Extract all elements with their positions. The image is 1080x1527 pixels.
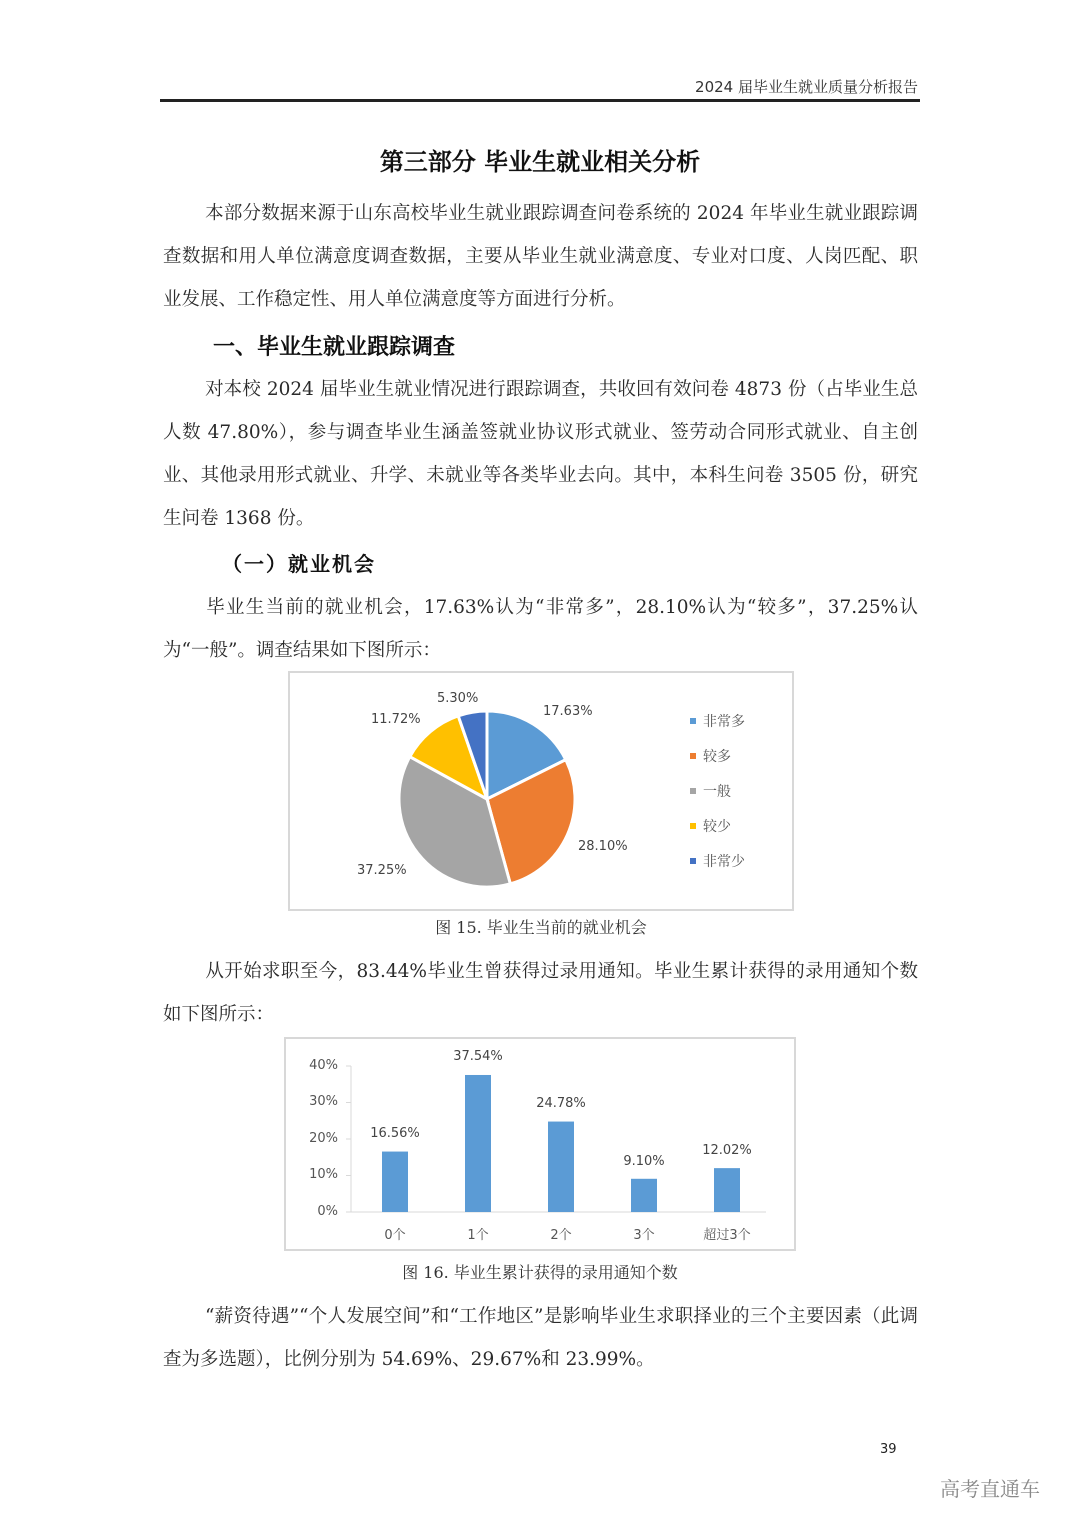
figure-caption: 图 15. 毕业生当前的就业机会 — [435, 918, 647, 937]
y-tick: 0% — [317, 1204, 338, 1219]
bar-value-label: 12.02% — [702, 1143, 752, 1158]
legend-item — [690, 851, 745, 871]
bar — [465, 1075, 491, 1212]
legend-label: 非常多 — [703, 714, 745, 730]
x-tick: 0个 — [384, 1228, 406, 1243]
pie-chart — [288, 671, 794, 911]
pie-label: 37.25% — [357, 863, 407, 878]
legend-item — [690, 711, 745, 731]
figure-caption: 图 16. 毕业生累计获得的录用通知个数 — [402, 1263, 678, 1282]
watermark: 高考直通车 — [940, 1477, 1040, 1501]
y-tick: 20% — [309, 1131, 338, 1146]
factors-text: “薪资待遇”“个人发展空间”和“工作地区”是影响毕业生求职择业的三个主要因素（此调查为多选题），比例分别为 54.69%、29.67%和 23.99%。 — [163, 1306, 918, 1370]
y-tick: 40% — [309, 1058, 338, 1073]
section1-paragraph — [163, 368, 918, 540]
bar-value-label: 37.54% — [453, 1049, 503, 1064]
pie-label: 11.72% — [371, 712, 421, 727]
opportunity-paragraph — [163, 586, 918, 672]
legend-swatch-icon — [690, 718, 696, 724]
subsection-heading: （一）就业机会 — [222, 552, 376, 576]
pie-label: 28.10% — [578, 839, 628, 854]
pie-label: 5.30% — [437, 691, 479, 706]
pie-legend — [690, 711, 790, 881]
intro-paragraph — [163, 192, 918, 321]
legend-item — [690, 781, 731, 801]
running-header: 2024 届毕业生就业质量分析报告 — [695, 78, 918, 96]
x-tick: 2个 — [550, 1228, 572, 1243]
intro-text: 本部分数据来源于山东高校毕业生就业跟踪调查问卷系统的 2024 年毕业生就业跟踪调查数据和用人单位满意度调查数据，主要从毕业生就业满意度、专业对口度、人岗匹配、职业发展、工作稳定性、用人单位满意度等方面进行分析。 — [163, 203, 918, 310]
factors-paragraph — [163, 1295, 918, 1381]
x-tick: 3个 — [633, 1228, 655, 1243]
legend-label: 较少 — [703, 819, 731, 835]
x-tick: 1个 — [467, 1228, 489, 1243]
legend-label: 一般 — [703, 784, 731, 800]
bar-value-label: 16.56% — [370, 1126, 420, 1141]
offers-text: 从开始求职至今，83.44%毕业生曾获得过录用通知。毕业生累计获得的录用通知个数如下图所示： — [163, 961, 918, 1025]
bar — [382, 1152, 408, 1212]
bar — [548, 1122, 574, 1212]
legend-label: 非常少 — [703, 854, 745, 870]
section1-text: 对本校 2024 届毕业生就业情况进行跟踪调查，共收回有效问卷 4873 份（占毕业生总人数 47.80%），参与调查毕业生涵盖签就业协议形式就业、签劳动合同形式就业、自主创业、其他录用形式就业、升学、未就业等各类毕业去向。其中，本科生问卷 3505 份，研究生问卷 1368 份。 — [163, 379, 918, 529]
section-heading: 一、毕业生就业跟踪调查 — [213, 335, 456, 360]
y-tick: 30% — [309, 1094, 338, 1109]
bar-chart — [284, 1037, 796, 1251]
legend-item — [690, 746, 731, 766]
legend-swatch-icon — [690, 823, 696, 829]
bar — [714, 1168, 740, 1212]
x-tick: 超过3个 — [703, 1228, 751, 1243]
legend-swatch-icon — [690, 753, 696, 759]
bar-value-label: 9.10% — [623, 1154, 665, 1169]
header-rule — [160, 99, 920, 102]
opportunity-text: 毕业生当前的就业机会，17.63%认为“非常多”，28.10%认为“较多”，37.25%认为“一般”。调查结果如下图所示： — [163, 597, 918, 661]
legend-swatch-icon — [690, 858, 696, 864]
y-tick: 10% — [309, 1167, 338, 1182]
page-number: 39 — [880, 1442, 897, 1457]
legend-item — [690, 816, 731, 836]
legend-swatch-icon — [690, 788, 696, 794]
page-title: 第三部分 毕业生就业相关分析 — [379, 148, 701, 176]
bar — [631, 1179, 657, 1212]
offers-paragraph — [163, 950, 918, 1036]
bar-value-label: 24.78% — [536, 1096, 586, 1111]
legend-label: 较多 — [703, 749, 731, 765]
pie-label: 17.63% — [543, 704, 593, 719]
